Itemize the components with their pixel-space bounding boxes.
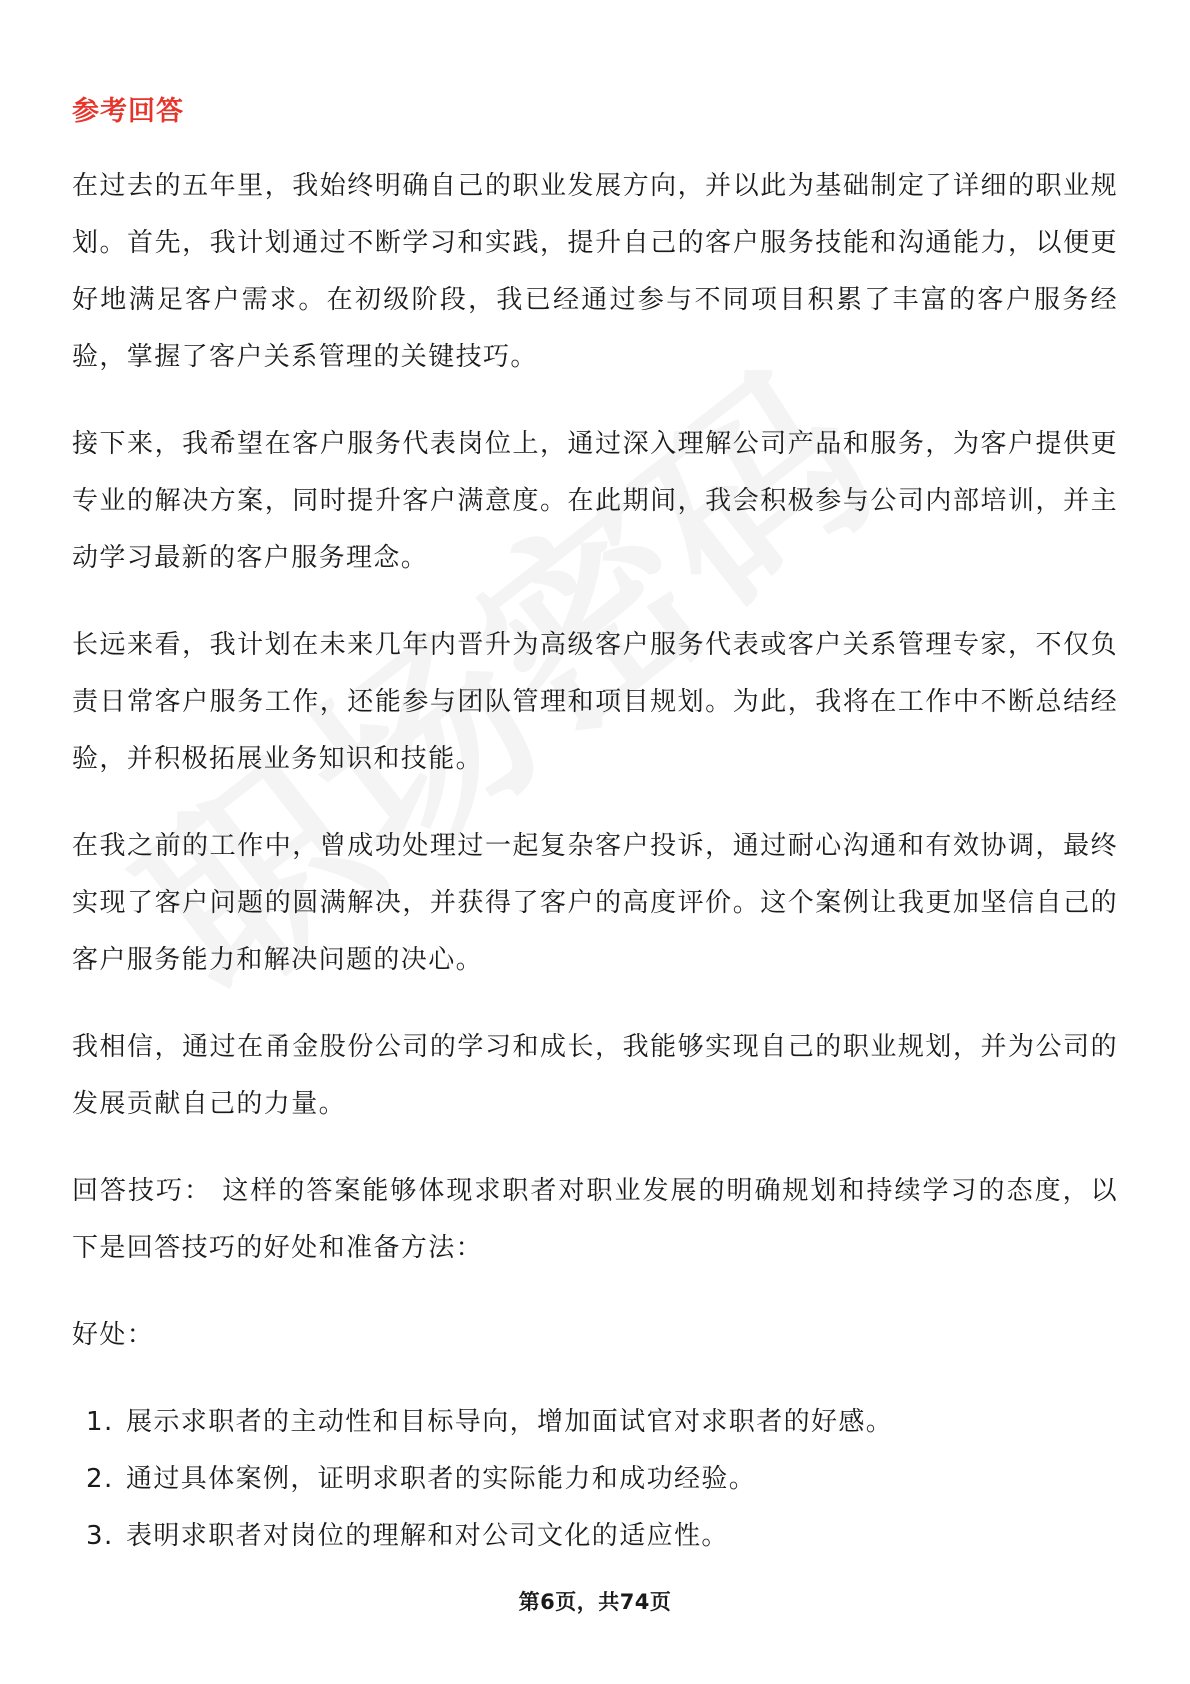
list-number: 1. [86,1407,114,1437]
list-item [72,1508,1118,1565]
section-heading: 参考回答 [72,96,184,127]
list-item [72,1451,1118,1508]
answer-paragraph-1: 在过去的五年里，我始终明确自己的职业发展方向，并以此为基础制定了详细的职业规划。首先，我计划通过不断学习和实践，提升自己的客户服务技能和沟通能力，以便更好地满足客户需求。在初级阶段，我已经通过参与不同项目积累了丰富的客户服务经验，掌握了客户关系管理的关键技巧。 [72,171,1118,372]
content-body [72,92,1118,1565]
list-text: 表明求职者对岗位的理解和对公司文化的适应性。 [126,1521,729,1551]
tips-paragraph: 回答技巧： 这样的答案能够体现求职者对职业发展的明确规划和持续学习的态度，以下是回答技巧的好处和准备方法： [72,1176,1118,1263]
list-item [72,1394,1118,1451]
list-text: 展示求职者的主动性和目标导向，增加面试官对求职者的好感。 [126,1407,894,1437]
list-text: 通过具体案例，证明求职者的实际能力和成功经验。 [126,1464,757,1494]
answer-paragraph-2: 接下来，我希望在客户服务代表岗位上，通过深入理解公司产品和服务，为客户提供更专业的解决方案，同时提升客户满意度。在此期间，我会积极参与公司内部培训，并主动学习最新的客户服务理念。 [72,429,1118,573]
answer-paragraph-4: 在我之前的工作中，曾成功处理过一起复杂客户投诉，通过耐心沟通和有效协调，最终实现了客户问题的圆满解决，并获得了客户的高度评价。这个案例让我更加坚信自己的客户服务能力和解决问题的决心。 [72,831,1118,975]
answer-paragraph-3: 长远来看，我计划在未来几年内晋升为高级客户服务代表或客户关系管理专家，不仅负责日常客户服务工作，还能参与团队管理和项目规划。为此，我将在工作中不断总结经验，并积极拓展业务知识和技能。 [72,630,1118,774]
list-number: 2. [86,1464,114,1494]
list-number: 3. [86,1521,114,1551]
benefits-label: 好处： [72,1320,155,1350]
answer-paragraph-5: 我相信，通过在甬金股份公司的学习和成长，我能够实现自己的职业规划，并为公司的发展贡献自己的力量。 [72,1032,1118,1119]
benefits-list [72,1394,1118,1565]
page-number-footer: 第6页，共74页 [518,1590,672,1614]
